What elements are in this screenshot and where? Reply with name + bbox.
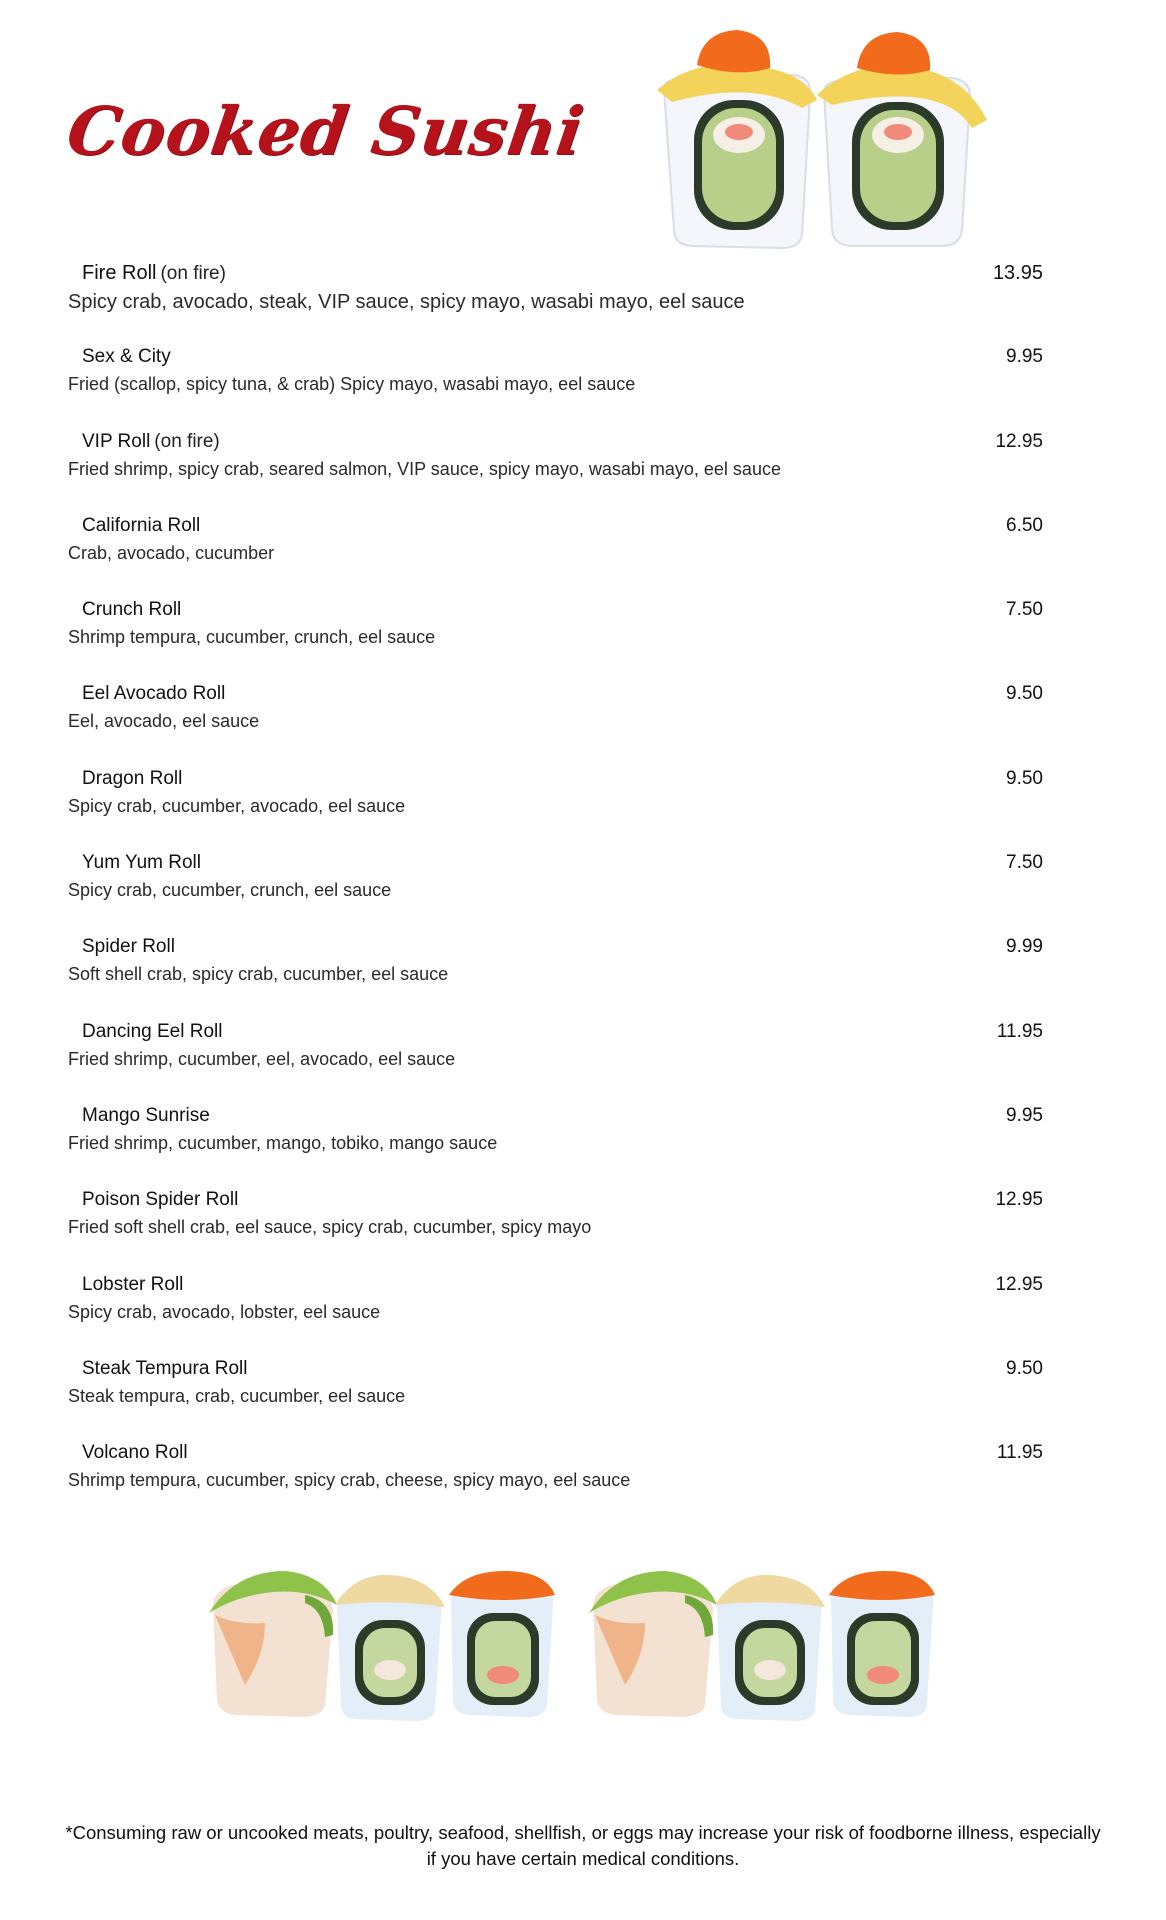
item-description: Fried shrimp, spicy crab, seared salmon, VIP sauce, spicy mayo, wasabi mayo, eel sauce: [68, 458, 781, 479]
item-price: 11.95: [996, 1442, 1043, 1464]
menu-item: [68, 1438, 1053, 1522]
menu-item: [68, 595, 1053, 679]
health-disclaimer: *Consuming raw or uncooked meats, poultry, seafood, shellfish, or eggs may increase your risk of foodborne illness, especially if you have certain medical conditions.: [65, 1822, 1101, 1869]
menu-item: [68, 1185, 1053, 1269]
item-description: Fried soft shell crab, eel sauce, spicy crab, cucumber, spicy mayo: [68, 1217, 592, 1238]
menu-item: [68, 932, 1053, 1016]
menu-item: [68, 258, 1053, 342]
item-price: 9.50: [1006, 767, 1043, 789]
menu-list: [68, 258, 1053, 1522]
item-name: Steak Tempura Roll: [82, 1357, 248, 1379]
item-name: Volcano Roll: [82, 1442, 188, 1464]
menu-item: [68, 1101, 1053, 1185]
item-description: Spicy crab, avocado, steak, VIP sauce, spicy mayo, wasabi mayo, eel sauce: [68, 291, 745, 313]
item-note: (on fire): [160, 263, 226, 284]
item-name: Eel Avocado Roll: [82, 683, 226, 705]
item-name: Yum Yum Roll: [82, 852, 201, 874]
item-description: Shrimp tempura, cucumber, crunch, eel sauce: [68, 627, 436, 648]
item-name: VIP Roll (on fire): [82, 430, 220, 452]
sushi-piece-crunch-2: [715, 1575, 825, 1721]
item-price: 12.95: [995, 430, 1043, 452]
item-price: 7.50: [1006, 852, 1043, 874]
item-name: Mango Sunrise: [82, 1104, 210, 1126]
item-description: Fried (scallop, spicy tuna, & crab) Spicy mayo, wasabi mayo, eel sauce: [68, 374, 636, 395]
sushi-piece-tobiko-2: [829, 1571, 935, 1717]
item-description: Steak tempura, crab, cucumber, eel sauce: [68, 1385, 406, 1406]
item-description: Eel, avocado, eel sauce: [68, 711, 260, 732]
item-price: 12.95: [995, 1273, 1043, 1295]
item-description: Spicy crab, cucumber, avocado, eel sauce: [68, 795, 406, 816]
item-description: Spicy crab, cucumber, crunch, eel sauce: [68, 880, 392, 901]
menu-item: [68, 764, 1053, 848]
item-price: 9.99: [1006, 936, 1043, 958]
sushi-piece-tobiko-1: [449, 1571, 555, 1717]
item-description: Shrimp tempura, cucumber, spicy crab, cheese, spicy mayo, eel sauce: [68, 1470, 631, 1491]
menu-item: [68, 342, 1053, 426]
item-name: Spider Roll: [82, 936, 175, 958]
sushi-piece-avocado-2: [589, 1571, 717, 1717]
menu-title: Cooked Sushi: [62, 92, 589, 170]
sushi-piece-crunch-1: [335, 1575, 445, 1721]
sushi-piece-left: [657, 30, 817, 248]
item-name: Dancing Eel Roll: [82, 1020, 223, 1042]
item-description: Fried shrimp, cucumber, eel, avocado, eel sauce: [68, 1048, 456, 1069]
item-price: 7.50: [1006, 599, 1043, 621]
sushi-row-image: [205, 1565, 965, 1730]
item-price: 9.50: [1006, 683, 1043, 705]
item-description: Spicy crab, avocado, lobster, eel sauce: [68, 1301, 381, 1322]
item-price: 13.95: [992, 262, 1043, 284]
item-name: Crunch Roll: [82, 599, 182, 621]
item-description: Crab, avocado, cucumber: [68, 542, 275, 563]
menu-item: [68, 1354, 1053, 1438]
hero-sushi-image: [652, 20, 1012, 250]
item-price: 9.95: [1006, 1104, 1043, 1126]
menu-item: [68, 848, 1053, 932]
item-name: Sex & City: [82, 346, 171, 368]
item-price: 9.95: [1006, 346, 1043, 368]
item-price: 9.50: [1006, 1357, 1043, 1379]
item-name: Poison Spider Roll: [82, 1189, 239, 1211]
menu-item: [68, 1017, 1053, 1101]
item-name: Dragon Roll: [82, 767, 183, 789]
sushi-piece-avocado-1: [209, 1571, 337, 1717]
item-description: Soft shell crab, spicy crab, cucumber, eel sauce: [68, 964, 449, 985]
menu-item: [68, 1270, 1053, 1354]
menu-item: [68, 511, 1053, 595]
menu-item: [68, 679, 1053, 763]
item-name: Fire Roll (on fire): [82, 262, 226, 284]
sushi-piece-right: [817, 32, 987, 246]
item-note: (on fire): [154, 430, 220, 452]
item-price: 6.50: [1006, 514, 1043, 536]
item-name: California Roll: [82, 514, 201, 536]
item-price: 11.95: [996, 1020, 1043, 1042]
item-price: 12.95: [995, 1189, 1043, 1211]
item-name: Lobster Roll: [82, 1273, 184, 1295]
item-description: Fried shrimp, cucumber, mango, tobiko, mango sauce: [68, 1132, 498, 1153]
menu-item: [68, 427, 1053, 511]
